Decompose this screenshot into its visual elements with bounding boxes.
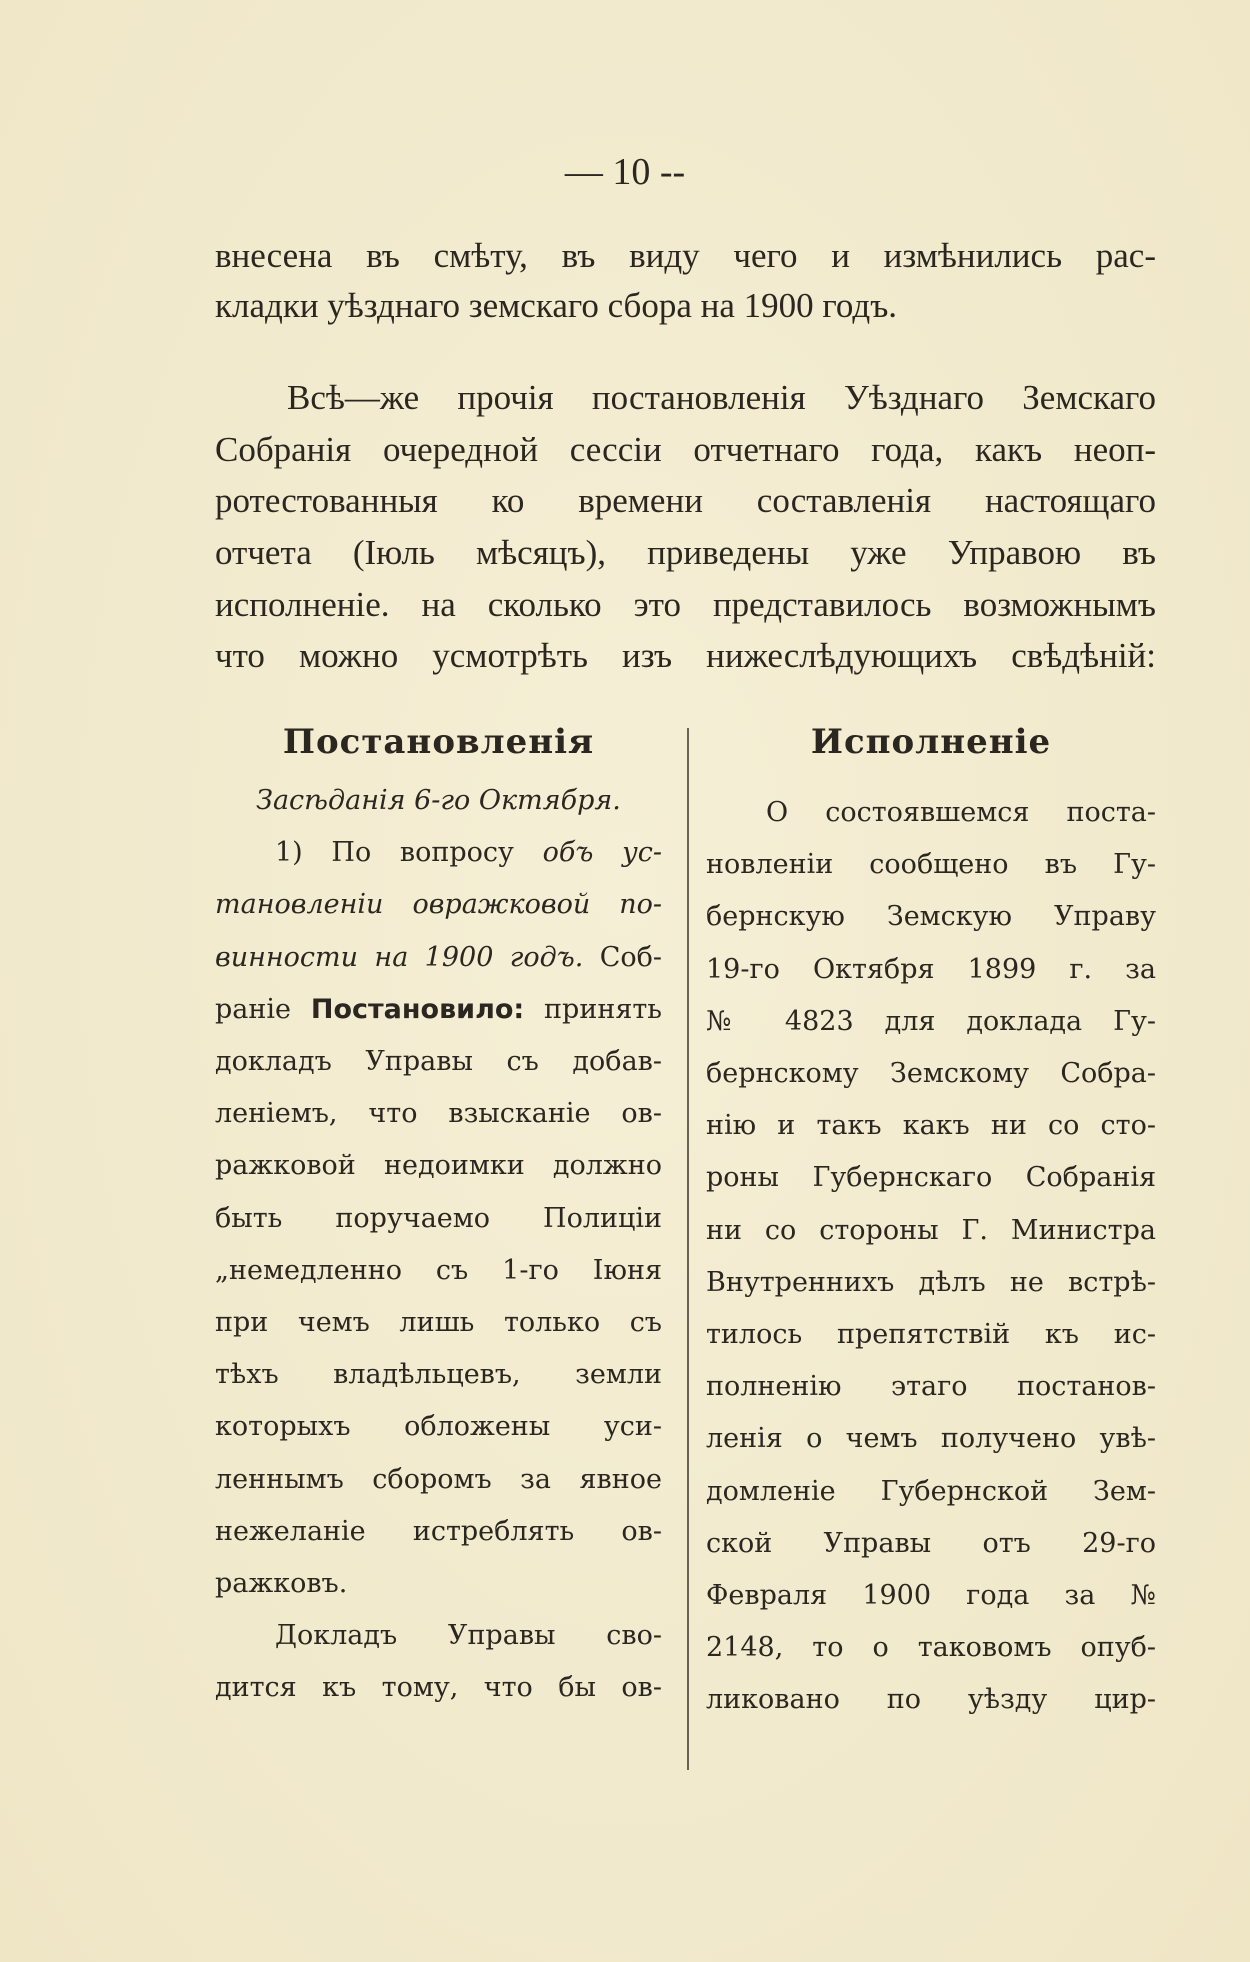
page-number: — 10 -- — [564, 151, 686, 193]
text-segment: 19-го Октября 1899 г. за — [706, 953, 1156, 985]
text-line — [275, 1620, 662, 1651]
text-line — [215, 1150, 662, 1181]
text-line — [706, 1632, 1156, 1663]
text-line — [215, 942, 662, 973]
text-segment: при чемъ лишь только съ — [215, 1307, 662, 1338]
text-line — [706, 954, 1156, 985]
text-segment: бернскую Земскую Управу — [706, 901, 1156, 933]
text-line — [706, 1058, 1156, 1089]
text-segment: Всѣ—же прочія постановленія Уѣзднаго Земскаго — [287, 378, 1156, 417]
text-segment: нію и такъ какъ ни со сто- — [706, 1110, 1156, 1142]
text-segment: исполненіе. на сколько это представилось возможнымъ — [215, 585, 1156, 624]
bold-text: Постановило: — [310, 993, 525, 1025]
text-line — [215, 1516, 662, 1547]
text-line — [706, 1684, 1156, 1715]
text-segment: ражковъ. — [215, 1568, 348, 1599]
text-line — [766, 797, 1156, 828]
text-line — [215, 785, 662, 816]
text-line — [215, 636, 1156, 676]
text-line — [215, 533, 1156, 573]
text-line — [706, 1423, 1156, 1454]
text-segment: тилось препятствій къ ис- — [706, 1319, 1156, 1350]
italic-text: объ ус- — [542, 837, 662, 869]
text-line — [706, 1476, 1156, 1507]
text-segment: раніе — [215, 993, 311, 1025]
text-line — [706, 1215, 1156, 1246]
text-segment: нежеланіе истреблять ов- — [215, 1515, 662, 1547]
text-line — [215, 1307, 662, 1338]
text-line — [287, 378, 1156, 418]
text-line — [215, 889, 662, 920]
text-line — [706, 1006, 1156, 1037]
text-line — [215, 1046, 662, 1077]
text-segment: № 4823 для доклада Гу- — [706, 1005, 1156, 1037]
text-segment: „немедленно съ 1-го Іюня — [215, 1254, 662, 1286]
text-line — [215, 1568, 662, 1599]
text-line — [706, 849, 1156, 880]
text-segment: 2148, то о таковомъ опуб- — [706, 1632, 1156, 1664]
text-segment: докладъ Управы съ добав- — [215, 1046, 662, 1077]
right-column-heading: Исполненіе — [810, 722, 1052, 762]
text-segment: полненію этаго постанов- — [706, 1371, 1156, 1403]
text-line — [215, 1464, 662, 1495]
text-line — [275, 837, 662, 868]
text-segment: Соб- — [583, 941, 663, 973]
text-segment: принять — [524, 993, 662, 1025]
text-segment: ражковой недоимки должно — [215, 1150, 662, 1182]
text-line — [215, 1411, 662, 1442]
text-line — [706, 901, 1156, 932]
text-segment: которыхъ обложены уси- — [215, 1411, 662, 1443]
text-segment: леннымъ сборомъ за явное — [215, 1463, 662, 1495]
text-segment: внесена въ смѣту, въ виду чего и измѣнились рас- — [215, 236, 1156, 275]
text-segment: О состоявшемся поста- — [766, 797, 1156, 828]
text-line — [215, 286, 1156, 326]
text-line — [706, 1371, 1156, 1402]
text-segment: ни со стороны Г. Министра — [706, 1214, 1156, 1246]
text-line — [215, 994, 662, 1025]
text-segment: новленіи сообщено въ Гу- — [706, 849, 1156, 881]
text-segment: кладки уѣзднаго земскаго сбора на 1900 годъ. — [215, 286, 898, 325]
text-segment: дится къ тому, что бы ов- — [215, 1672, 662, 1704]
text-segment: леніемъ, что взысканіе ов- — [215, 1098, 662, 1130]
text-line — [215, 1203, 662, 1234]
text-segment: ской Управы отъ 29-го — [706, 1527, 1156, 1559]
text-line — [706, 1528, 1156, 1559]
text-line — [215, 430, 1156, 470]
column-divider — [687, 728, 689, 1770]
text-segment: Февраля 1900 года за № — [706, 1580, 1156, 1611]
italic-text: винности на 1900 годъ. — [215, 941, 584, 973]
text-line — [706, 1110, 1156, 1141]
text-line — [215, 585, 1156, 625]
text-line — [215, 236, 1156, 276]
text-segment: домленіе Губернской Зем- — [706, 1475, 1156, 1507]
text-line — [706, 1162, 1156, 1193]
text-segment: роны Губернскаго Собранія — [706, 1162, 1156, 1194]
text-segment: ротестованныя ко времени составленія настоящаго — [215, 481, 1156, 520]
text-line — [215, 1672, 662, 1703]
text-segment: тѣхъ владѣльцевъ, земли — [215, 1359, 662, 1391]
text-line — [706, 1267, 1156, 1298]
text-line — [706, 1580, 1156, 1611]
text-segment: что можно усмотрѣть изъ нижеслѣдующихъ свѣдѣній: — [215, 636, 1156, 675]
text-line — [706, 1319, 1156, 1350]
text-segment: Докладъ Управы сво- — [275, 1620, 662, 1652]
text-segment: ликовано по уѣзду цир- — [706, 1684, 1156, 1716]
text-segment: 1) По вопросу — [275, 837, 543, 869]
text-segment: быть поручаемо Полиціи — [215, 1202, 662, 1234]
text-line — [215, 1255, 662, 1286]
text-segment: ленія о чемъ получено увѣ- — [706, 1423, 1156, 1455]
text-line — [215, 1359, 662, 1390]
text-line — [215, 1098, 662, 1129]
italic-text: Засѣданія 6-го Октября. — [256, 785, 621, 816]
text-segment: бернскому Земскому Собра- — [706, 1058, 1156, 1089]
left-column-heading: Постановленія — [282, 722, 595, 762]
italic-text: тановленіи овражковой по- — [215, 889, 662, 921]
text-segment: отчета (Іюль мѣсяцъ), приведены уже Управою въ — [215, 533, 1156, 572]
text-line — [215, 481, 1156, 521]
text-segment: Собранія очередной сессіи отчетнаго года, какъ неоп- — [215, 430, 1156, 469]
text-segment: Внутреннихъ дѣлъ не встрѣ- — [706, 1266, 1156, 1298]
